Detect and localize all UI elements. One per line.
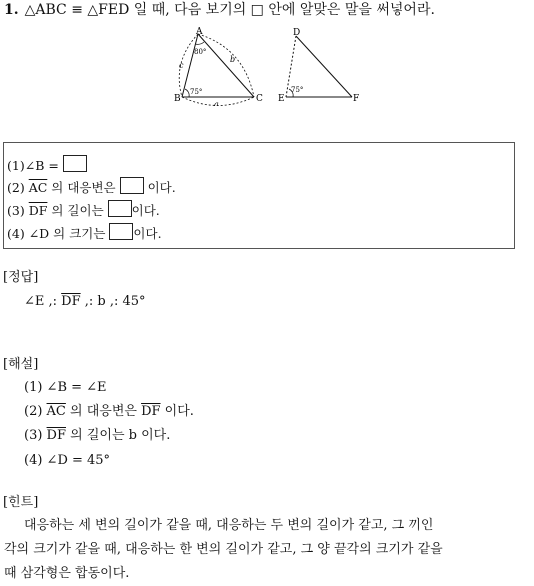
item-text-end: 이다.: [133, 226, 162, 241]
item-number: (2): [7, 180, 25, 195]
solution-text: 의 길이는 b 이다.: [66, 428, 171, 443]
item-number: (3): [7, 203, 25, 218]
solution-line-2: [24, 404, 194, 420]
item-text: ∠B =: [24, 158, 63, 173]
side-b-label: b: [230, 55, 236, 64]
answer-line: [24, 294, 146, 310]
box-item-3: [7, 200, 160, 219]
item-number: (4): [7, 226, 25, 241]
hint-line-1: 대응하는 세 변의 길이가 같을 때, 대응하는 두 변의 길이가 같고, 그 끼인: [24, 518, 434, 533]
answer-blank[interactable]: [120, 177, 144, 194]
vertex-d-label: D: [293, 28, 301, 38]
solution-title: [해설]: [3, 357, 39, 372]
solution-line-3: [24, 428, 170, 444]
vertex-a-label: A: [196, 27, 203, 37]
segment-label: $\overline{DF}$: [141, 404, 161, 419]
item-text: ∠D 의 크기는: [28, 226, 110, 241]
side-a-label: a: [214, 100, 219, 106]
segment-label: $\overline{AC}$: [46, 404, 66, 419]
hint-line-3: 때 삼각형은 합동이다.: [4, 566, 130, 581]
solution-text: (1) ∠B = ∠E: [24, 380, 107, 395]
item-text-end: 이다.: [143, 180, 176, 195]
question-line: [4, 1, 435, 19]
solution-line-1: [24, 380, 107, 396]
segment-label: $\overline{DF}$: [46, 428, 66, 443]
segment-label: $\overline{DF}$: [61, 294, 81, 309]
segment-label: $\overline{DF}$: [28, 203, 48, 218]
solution-text: 이다.: [160, 404, 194, 419]
segment-label: $\overline{AC}$: [28, 180, 48, 195]
angle-e-label: 75°: [291, 86, 304, 94]
vertex-c-label: C: [256, 94, 263, 104]
answer-blank[interactable]: [108, 200, 132, 217]
item-number: (1): [7, 158, 25, 173]
vertex-b-label: B: [174, 94, 181, 104]
angle-a-label: 80°: [194, 48, 207, 56]
triangle-abc: [174, 27, 263, 106]
item-text: 의 대응변은: [47, 180, 120, 195]
answer-text: ∠E ,:: [24, 294, 62, 309]
hint-line-2: 각의 크기가 같을 때, 대응하는 한 변의 길이가 같고, 그 양 끝각의 크기가 같을: [4, 542, 443, 557]
question-statement: △ABC ≡ △FED 일 때, 다음 보기의 □ 안에 알맞은 말을 써넣어라.: [24, 2, 435, 18]
hint-title: [힌트]: [3, 495, 39, 510]
item-text-end: 이다.: [131, 203, 160, 218]
answer-text: ,: b ,: 45°: [80, 294, 146, 309]
answer-blank[interactable]: [63, 155, 87, 172]
box-item-1: [7, 155, 87, 174]
solution-line-4: [24, 453, 110, 469]
example-box: [3, 142, 515, 249]
angle-b-label: 75°: [190, 88, 203, 96]
item-text: 의 길이는: [47, 203, 108, 218]
vertex-e-label: E: [278, 94, 285, 104]
answer-blank[interactable]: [109, 223, 133, 240]
vertex-f-label: F: [353, 94, 360, 104]
box-item-2: [7, 177, 176, 196]
triangle-figure: [160, 26, 370, 106]
box-item-4: [7, 223, 162, 242]
solution-text: (4) ∠D = 45°: [24, 453, 111, 468]
side-c-label: c: [179, 61, 184, 70]
solution-text: 의 대응변은: [65, 404, 142, 419]
hint-body: [4, 514, 532, 586]
solution-text: (3): [24, 428, 47, 443]
question-number: 1.: [4, 2, 19, 18]
solution-text: (2): [24, 404, 47, 419]
answer-title: [정답]: [3, 270, 39, 285]
triangle-def: [278, 28, 359, 104]
